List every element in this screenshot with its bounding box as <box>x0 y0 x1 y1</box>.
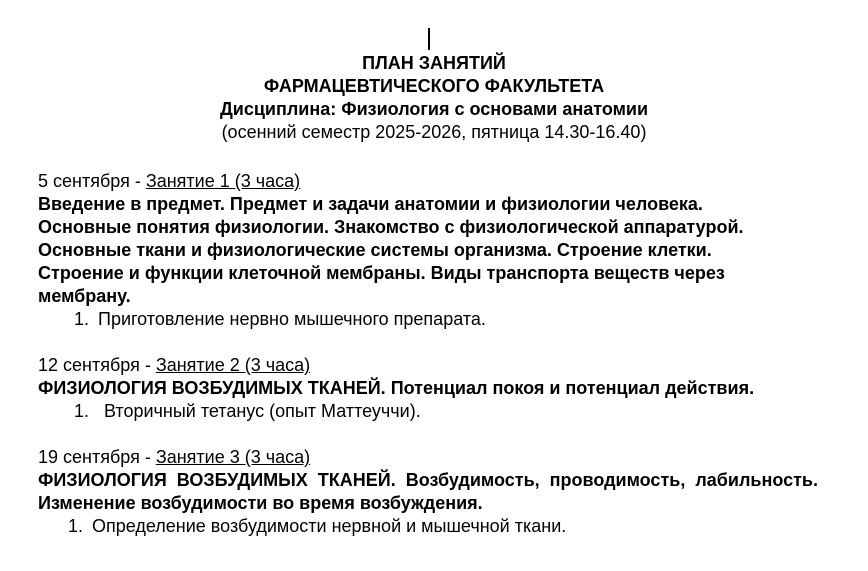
lesson-heading <box>38 354 818 377</box>
text-cursor <box>428 28 430 50</box>
task-text: Приготовление нервно мышечного препарата. <box>98 309 486 329</box>
lesson-description: ФИЗИОЛОГИЯ ВОЗБУДИМЫХ ТКАНЕЙ. Возбудимость, проводимость, лабильность. Изменение возбудимости во время возбуждения. <box>38 470 818 513</box>
lesson-task <box>38 308 818 331</box>
lesson-description: Введение в предмет. Предмет и задачи анатомии и физиологии человека. Основные понятия физиологии. Знакомство с физиологической аппаратурой. Основные ткани и физиологические системы организма. Строение клетки. Строение и функции клеточной мембраны. Виды транспорта веществ через мембрану. <box>38 194 744 306</box>
lesson-date: 12 сентября - <box>38 355 156 375</box>
lesson-title: Занятие 3 (3 часа) <box>155 447 311 467</box>
lesson-title: Занятие 1 (3 часа) <box>145 171 301 191</box>
task-number: 1. <box>74 309 90 329</box>
header-discipline: Дисциплина: Физиология с основами анатомии <box>219 99 649 119</box>
lesson-2 <box>38 354 818 423</box>
header-title: ПЛАН ЗАНЯТИЙ <box>362 53 506 73</box>
lesson-task <box>38 400 818 423</box>
lesson-date: 5 сентября - <box>38 171 146 191</box>
header-faculty: ФАРМАЦЕВТИЧЕСКОГО ФАКУЛЬТЕТА <box>263 76 605 96</box>
lessons-list <box>38 170 818 561</box>
lesson-task <box>38 515 818 538</box>
lesson-heading <box>38 170 818 193</box>
task-text: Вторичный тетанус (опыт Маттеуччи). <box>104 401 421 421</box>
lesson-title: Занятие 2 (3 часа) <box>155 355 311 375</box>
document-header <box>0 52 868 144</box>
lesson-heading <box>38 446 818 469</box>
task-text: Определение возбудимости нервной и мышечной ткани. <box>92 516 567 536</box>
task-number: 1. <box>68 516 84 536</box>
lesson-1 <box>38 170 818 331</box>
lesson-description: ФИЗИОЛОГИЯ ВОЗБУДИМЫХ ТКАНЕЙ. Потенциал покоя и потенциал действия. <box>38 378 755 398</box>
lesson-date: 19 сентября - <box>38 447 156 467</box>
lesson-3 <box>38 446 818 538</box>
header-semester: (осенний семестр 2025-2026, пятница 14.30-16.40) <box>221 122 647 142</box>
task-number: 1. <box>74 401 90 421</box>
